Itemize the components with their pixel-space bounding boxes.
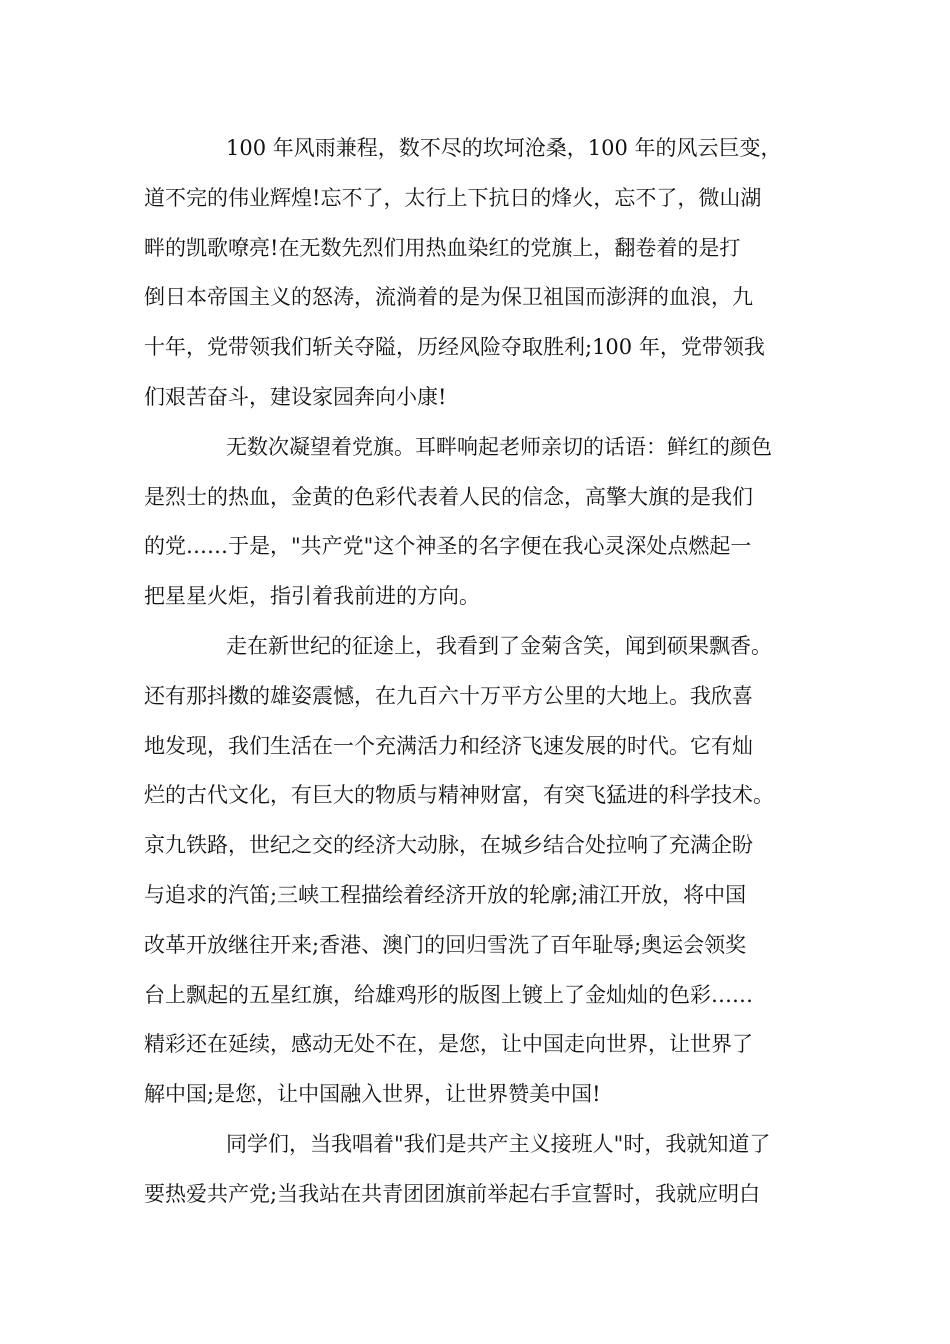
text-line: 与追求的汽笛;三峡工程描绘着经济开放的轮廓;浦江开放，将中国 [144,882,747,907]
text-line: 把星星火炬，指引着我前进的方向。 [144,584,480,609]
text-line: 烂的古代文化，有巨大的物质与精神财富，有突飞猛进的科学技术。 [144,783,774,808]
text-line: 走在新世纪的征途上，我看到了金菊含笑，闻到硕果飘香。 [226,633,772,658]
text-line: 还有那抖擞的雄姿震憾，在九百六十万平方公里的大地上。我欣喜 [144,683,753,708]
text-line: 地发现，我们生活在一个充满活力和经济飞速发展的时代。它有灿 [144,733,753,758]
text-line: 十年，党带领我们斩关夺隘，历经风险夺取胜利;100 年，党带领我 [144,335,765,360]
text-line: 畔的凯歌嘹亮!在无数先烈们用热血染红的党旗上，翻卷着的是打 [144,235,741,260]
text-line: 改革开放继往开来;香港、澳门的回归雪洗了百年耻辱;奥运会领奖 [144,932,747,957]
text-line: 倒日本帝国主义的怒涛，流淌着的是为保卫祖国而澎湃的血浪，九 [144,285,753,310]
text-line: 是烈士的热血，金黄的色彩代表着人民的信念，高擎大旗的是我们 [144,484,753,509]
text-line: 的党……于是，"共产党"这个神圣的名字便在我心灵深处点燃起一 [144,534,752,559]
text-line: 同学们，当我唱着"我们是共产主义接班人"时，我就知道了 [226,1131,771,1156]
text-line: 解中国;是您，让中国融入世界，让世界赞美中国! [144,1082,601,1107]
text-line: 道不完的伟业辉煌!忘不了，太行上下抗日的烽火，忘不了，微山湖 [144,185,762,210]
document-body [144,124,804,1220]
text-line: 精彩还在延续，感动无处不在，是您，让中国走向世界，让世界了 [144,1032,753,1057]
paragraph-1 [144,124,804,423]
text-line: 们艰苦奋斗，建设家园奔向小康! [144,384,447,409]
text-line: 无数次凝望着党旗。耳畔响起老师亲切的话语：鲜红的颜色 [226,434,772,459]
paragraph-2 [144,423,804,622]
text-line: 100 年风雨兼程，数不尽的坎坷沧桑，100 年的风云巨变， [226,136,782,160]
text-line: 京九铁路，世纪之交的经济大动脉，在城乡结合处拉响了充满企盼 [144,833,753,858]
paragraph-3 [144,622,804,1120]
text-line: 要热爱共产党;当我站在共青团团旗前举起右手宣誓时，我就应明白 [144,1181,761,1206]
text-line: 台上飘起的五星红旗，给雄鸡形的版图上镀上了金灿灿的色彩…… [144,982,753,1007]
paragraph-4 [144,1120,804,1220]
